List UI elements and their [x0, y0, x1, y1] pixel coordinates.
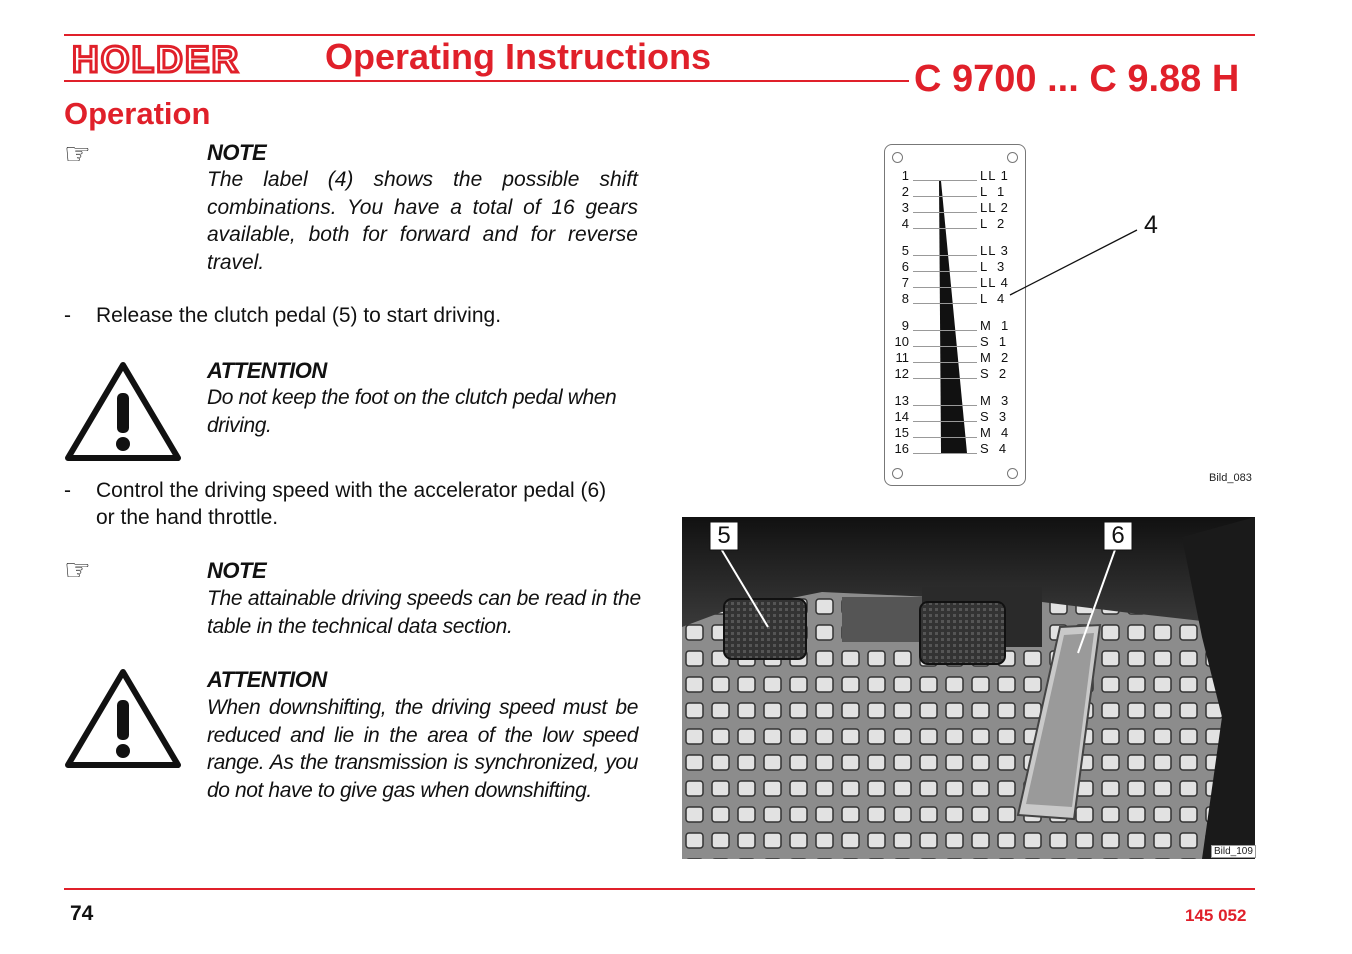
step-dash: -	[64, 479, 71, 502]
gear-number: 2	[901, 184, 909, 199]
callout-number: 4	[1144, 211, 1158, 239]
gear-row-line	[913, 303, 977, 304]
gear-row-line	[913, 405, 977, 406]
gear-number: 6	[901, 259, 909, 274]
gear-row-line	[913, 346, 977, 347]
step-text: Control the driving speed with the accelerator pedal (6) or the hand throttle.	[96, 479, 607, 529]
gear-number: 15	[894, 425, 909, 440]
svg-text:HOLDER: HOLDER	[72, 40, 241, 78]
gear-number: 10	[894, 334, 909, 349]
range-label: M 3	[980, 393, 1010, 408]
pointing-hand-icon: ☞	[64, 554, 91, 587]
gear-row-line	[913, 196, 977, 197]
gear-number: 11	[895, 350, 909, 365]
gear-number: 16	[894, 441, 909, 456]
holder-logo	[70, 40, 292, 78]
range-label: S 4	[980, 441, 1008, 456]
gear-row-line	[913, 212, 977, 213]
section-title: Operation	[64, 96, 211, 131]
callout-number: 6	[1111, 522, 1125, 549]
gear-row-line	[913, 228, 977, 229]
gear-number: 9	[901, 318, 909, 333]
figure-caption: Bild_083	[1209, 472, 1252, 484]
range-label: L 1	[980, 184, 1006, 199]
gear-number: 3	[901, 200, 909, 215]
note-heading: NOTE	[207, 558, 267, 583]
range-label: LL 3	[980, 243, 1009, 258]
model-title: C 9700 ... C 9.88 H	[914, 58, 1240, 100]
gear-row-line	[913, 255, 977, 256]
range-label: LL 1	[980, 168, 1009, 183]
range-label: M 2	[980, 350, 1010, 365]
gear-row-line	[913, 453, 977, 454]
range-label: M 4	[980, 425, 1010, 440]
note-heading: NOTE	[207, 140, 267, 165]
gear-number: 8	[901, 291, 909, 306]
gear-number: 4	[901, 216, 909, 231]
figure-caption: Bild_109	[1211, 845, 1256, 858]
gear-row-line	[913, 421, 977, 422]
range-label: L 2	[980, 216, 1006, 231]
pointing-hand-icon: ☞	[64, 138, 91, 171]
gear-row-line	[913, 330, 977, 331]
step-dash: -	[64, 304, 71, 327]
gear-number: 14	[894, 409, 909, 424]
gear-number: 1	[901, 168, 909, 183]
note-text: The attainable driving speeds can be read in the table in the technical data section.	[207, 587, 641, 638]
page-number: 74	[70, 902, 94, 925]
callout-leader-line	[990, 220, 1150, 310]
range-label: L 3	[980, 259, 1006, 274]
attention-heading: ATTENTION	[207, 358, 327, 383]
gear-row-line	[913, 362, 977, 363]
range-label: LL 4	[980, 275, 1009, 290]
range-label: L 4	[980, 291, 1006, 306]
gear-number: 5	[901, 243, 909, 258]
document-number: 145 052	[1185, 906, 1247, 925]
gear-row-line	[913, 437, 977, 438]
gear-number: 13	[894, 393, 909, 408]
callout-number: 5	[717, 522, 731, 549]
gear-row-line	[913, 287, 977, 288]
shift-label-figure	[884, 144, 1026, 486]
step-text: Release the clutch pedal (5) to start driving.	[96, 304, 502, 327]
gear-number: 12	[894, 366, 909, 381]
gear-row-line	[913, 180, 977, 181]
header-mid-rule	[64, 80, 909, 82]
range-label: S 1	[980, 334, 1008, 349]
document-title: Operating Instructions	[325, 36, 712, 77]
gear-row-line	[913, 378, 977, 379]
gear-number: 7	[901, 275, 909, 290]
note-text: The label (4) shows the possible shift combinations. You have a total of 16 gears available, both for forward and for reverse travel.	[207, 168, 638, 274]
range-label: M 1	[980, 318, 1010, 333]
warning-triangle-icon	[64, 360, 182, 464]
attention-text: Do not keep the foot on the clutch pedal when driving.	[207, 386, 617, 437]
range-label: S 3	[980, 409, 1008, 424]
gear-row-line	[913, 271, 977, 272]
warning-triangle-icon	[64, 667, 182, 771]
range-label: S 2	[980, 366, 1008, 381]
attention-heading: ATTENTION	[207, 667, 327, 692]
range-label: LL 2	[980, 200, 1009, 215]
footer-rule	[64, 888, 1255, 890]
pedals-photo	[682, 517, 1255, 859]
attention-text: When downshifting, the driving speed must be reduced and lie in the area of the low speed range. As the transmission is synchronized, you do not have to give gas when downshifting.	[207, 696, 638, 802]
